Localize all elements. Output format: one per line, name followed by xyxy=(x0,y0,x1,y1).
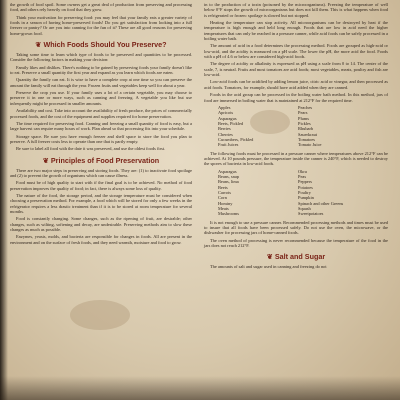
list-item: Beans, lima xyxy=(218,179,239,185)
list-item: Plums xyxy=(298,115,309,121)
paragraph: Low-acid foods can be acidified by adding lemon juice, citric acid or vinegar, and then processed as acid foods. Tomatoes, for example, should have acid added when they are canned. xyxy=(204,79,388,90)
list-item: Tomato Juice xyxy=(298,142,322,148)
section-heading-text: Salt and Sugar xyxy=(274,252,326,262)
paragraph: Foods in the acid group can be processed in the boiling water bath method. In this method, jars of food are immersed in boiling water that is maintained at 212°F for the required time. xyxy=(204,92,388,103)
list-item: Peppers xyxy=(298,179,312,185)
paragraph: Quantity the family can eat. It is wise to have a complete crop at one time so you can preserve the amount the family will eat through the year. Frozen fruits and vegetables keep well for about a year. xyxy=(10,77,192,88)
paragraph: Food must be of high quality to start with if the final goal is to be achieved. No method of food preservation improves the quality of food; in fact, there is always some loss of quality. xyxy=(10,180,192,191)
paragraph: The amount of acid in a food determines the processing method. Foods are grouped as high-acid or low-acid, and the acidity is measured on a pH scale. The lower the pH, the more acid the food. Foods with a pH of 4.6 or below are considered high-acid foods. xyxy=(204,43,388,60)
list-item: Cucumbers, Pickled xyxy=(218,136,254,142)
paragraph: Preserve the crop you use. If your family uses a lot of a certain vegetable, you may choose to preserve it in one or more ways, such as canning and freezing. A vegetable you like but use infrequently might be processed in smaller amounts. xyxy=(10,90,192,106)
list-item: Beets xyxy=(218,184,228,190)
paragraph: in to the production of a toxin (poisoned by the microorganisms). Freezing the temperature of well below 0°F stops the growth of microorganisms but does not kill them. This is what happens when food is refrigerated or frozen: spoilage is slowed but not stopped. xyxy=(204,2,388,18)
list-item: Squash xyxy=(298,206,311,212)
list-item: Spinach and other Greens xyxy=(298,200,344,206)
paragraph: Be sure to label all food with the date it was preserved, and use the oldest foods first. xyxy=(16,146,166,152)
paragraph: Think your motivation for preserving food: you may feel that your family eats a greater variety of foods in a season of having home-preserved foods! Do you get satisfaction from looking into a full freezer or pantry? Or are you into canning for the fun of it? These are all good reasons for preserving home-grown food. xyxy=(10,14,192,36)
paragraph: Taking some time to learn which type of foods to be preserved and quantities to be processed. Consider the following factors in making your decision: xyxy=(10,52,192,63)
list-item: Apricots xyxy=(218,110,234,116)
paragraph: Enzymes, yeasts, molds, and bacteria are responsible for changes in foods. All are present in the environment and on the surface of fresh foods, and they need warmth, moisture and food to grow. xyxy=(10,234,192,245)
paragraph: The following foods must be processed in a pressure canner where temperatures above 212°F can be achieved. At 10 pounds pressure, the temperature inside the canner is 240°F, which is needed to destroy the spores of bacteria in low-acid foods. xyxy=(204,150,388,167)
paragraph: The oven method of processing is never recommended because the temperature of the food in the jars does not reach 212°F. xyxy=(204,237,388,249)
low-acid-foods-list xyxy=(204,169,388,217)
list-item: Sweetpotatoes xyxy=(298,211,324,217)
list-item: Rhubarb xyxy=(298,126,314,132)
list-item: Beans, snap xyxy=(218,173,239,179)
paragraph: The degree of acidity or alkalinity is expressed as pH using a scale from 0 to 14. The center of the scale, 7, is neutral. Fruits and most tomatoes are acid foods; most vegetables, meats, poultry and fish are low-acid. xyxy=(204,61,388,78)
list-item: Sauerkraut xyxy=(298,131,318,137)
paragraph: The amounts of salt and sugar used in canning and freezing do not xyxy=(210,264,327,270)
list-item: Cherries xyxy=(218,131,233,137)
section-heading xyxy=(204,252,388,261)
list-item: Okra xyxy=(298,168,307,174)
water-stain xyxy=(70,300,130,330)
paragraph: It is not enough to use a pressure canner. Recommended processing methods and times must be used to insure that all foods have been processed safely. Do not use the oven, the microwave, or the dishwasher for processing jars of home-canned foods. xyxy=(204,219,388,236)
list-item: Apples xyxy=(218,104,231,110)
list-column xyxy=(298,169,368,217)
paragraph: the growth of food spoil. Some owners get a great deal of production from preserving and processing food, and others rely heavily on food that they grow. xyxy=(10,2,192,13)
list-item: Poultry xyxy=(298,190,311,195)
list-item: Pumpkin xyxy=(298,195,314,201)
section-heading xyxy=(10,156,192,165)
list-item: Hominy xyxy=(218,200,233,206)
list-item: Peaches xyxy=(298,104,313,110)
right-column xyxy=(204,2,388,272)
section-heading-text: Principles of Food Preservation xyxy=(50,155,160,165)
section-heading-text: Which Foods Should You Preserve? xyxy=(43,40,167,50)
list-item: Mushrooms xyxy=(218,211,239,217)
paragraph: Family likes and dislikes. There's nothing to be gained by preserving foods your family doesn't like to eat. Preserve a small quantity the first year and expand as you learn which foods are eaten. xyxy=(10,64,192,76)
list-column xyxy=(298,105,368,148)
list-item: Pears xyxy=(298,110,308,116)
list-column xyxy=(218,105,288,148)
list-item: Tomatoes xyxy=(298,136,316,142)
paragraph: Storage space. Be sure you have enough freezer and shelf space to store the food you plan to preserve. A full freezer costs less to operate than one that is partly empty. xyxy=(10,133,192,144)
paragraph: Food is constantly changing. Some changes, such as the ripening of fruit, are desirable; other changes, such as wilting, softening and decay, are undesirable. Preserving methods aim to slow these changes as much as possible. xyxy=(10,216,192,232)
paragraph: The time required for preserving food. Canning and freezing a small quantity of food is easy, but a large harvest can require many hours of work. Plan ahead so that processing fits into your schedule. xyxy=(10,120,192,132)
paragraph: The nature of the food, the storage period, and the storage temperature must be considered when choosing a preservation method. For example, a food which will be stored for only a few weeks in the refrigerator requires a less drastic treatment than if it is to be stored at room temperature for several months. xyxy=(10,192,192,214)
acid-foods-list xyxy=(204,105,388,148)
paragraph: There are two major steps in preserving and storing foods. They are: (1) to inactivate food spoilage and (2) to prevent the growth of organisms which can cause illness. xyxy=(10,167,192,178)
list-column xyxy=(218,169,288,217)
leaf-ornament-icon: ❦ xyxy=(35,40,44,50)
paragraph: Heating the temperature can stop activity. All microorganisms can be destroyed by heat if the temperature is high enough and held long enough. Foods that are low in acid need the higher temperatures that can only be reached in a pressure canner, while acid foods can be safely processed in a boiling water bath. xyxy=(204,20,388,42)
list-item: Beets, Pickled xyxy=(218,120,244,126)
list-item: Corn xyxy=(218,195,227,201)
list-item: Berries xyxy=(218,126,231,132)
left-column xyxy=(10,2,192,247)
list-item: Potatoes xyxy=(298,184,313,190)
list-item: Meats xyxy=(218,206,229,212)
paragraph: Availability and cost. Take into account the availability of fresh produce, the prices of commercially processed foods, and the cost of the equipment and supplies required for home preservation. xyxy=(10,108,192,119)
list-item: Asparagus xyxy=(218,168,237,174)
section-heading xyxy=(10,40,192,49)
leaf-ornament-icon: ❦ xyxy=(42,155,51,165)
list-item: Carrots xyxy=(218,190,231,195)
list-item: Asparagus xyxy=(218,115,237,121)
list-item: Peas xyxy=(298,173,307,179)
list-item: Fruit Juices xyxy=(218,142,239,148)
list-item: Pickles xyxy=(298,120,311,126)
leaf-ornament-icon: ❦ xyxy=(266,252,275,262)
